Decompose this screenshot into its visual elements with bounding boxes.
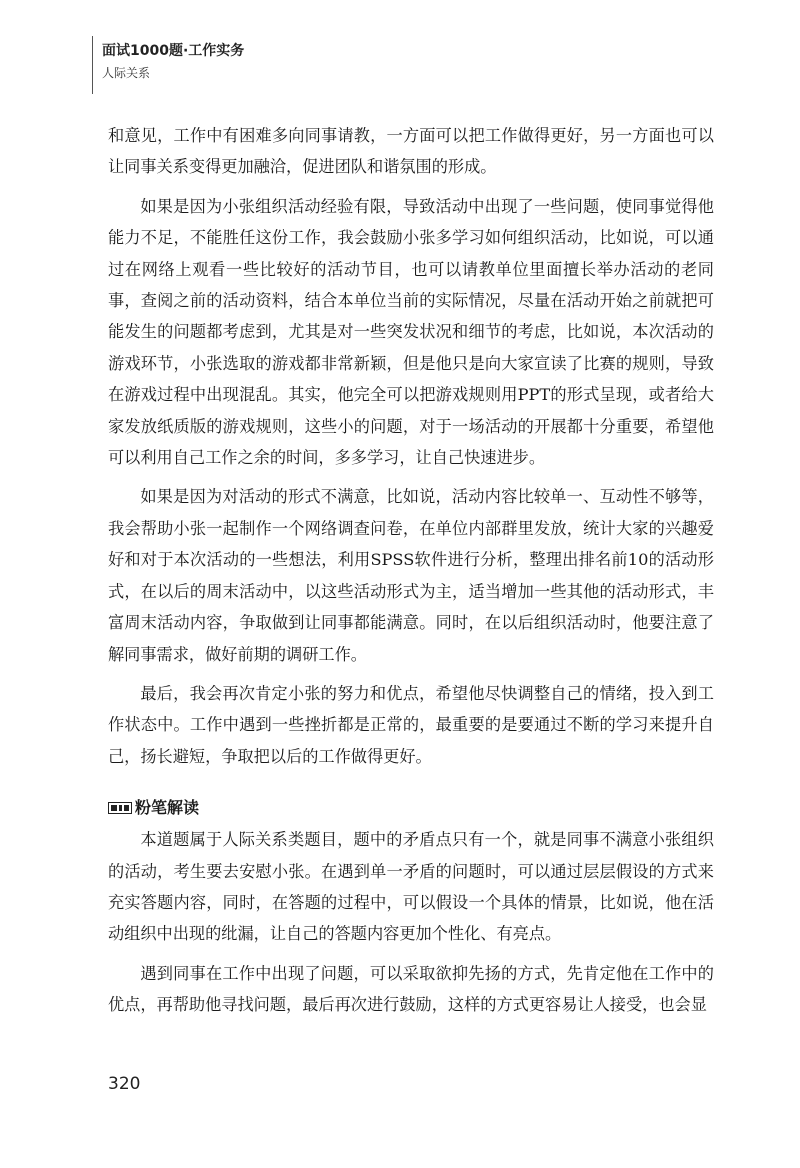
running-header-subtitle: 人际关系 [102, 66, 151, 80]
page-number: 320 [108, 1074, 141, 1094]
header-rule [92, 36, 93, 94]
body-paragraph: 最后，我会再次肯定小张的努力和优点，希望他尽快调整自己的情绪，投入到工作状态中。工作中遇到一些挫折都是正常的，最重要的是要通过不断的学习来提升自己，扬长避短，争取把以后的工作做得更好。 [108, 683, 714, 766]
section-heading [108, 794, 714, 822]
section-paragraph: 本道题属于人际关系类题目，题中的矛盾点只有一个，就是同事不满意小张组织的活动，考生要去安慰小张。在遇到单一矛盾的问题时，可以通过层层假设的方式来充实答题内容，同时，在答题的过程中，可以假设一个具体的情景，比如说，他在活动组织中出现的纰漏，让自己的答题内容更加个性化、有亮点。 [108, 830, 714, 944]
page-body [108, 120, 714, 1029]
section-title: 粉笔解读 [135, 798, 200, 818]
body-paragraph: 如果是因为对活动的形式不满意，比如说，活动内容比较单一、互动性不够等，我会帮助小张一起制作一个网络调查问卷，在单位内部群里发放，统计大家的兴趣爱好和对于本次活动的一些想法，利用SPSS软件进行分析，整理出排名前10的活动形式，在以后的周末活动中，以这些活动形式为主，适当增加一些其他的活动形式，丰富周末活动内容，争取做到让同事都能满意。同时，在以后组织活动时，他要注意了解同事需求，做好前期的调研工作。 [108, 487, 714, 664]
body-paragraph: 如果是因为小张组织活动经验有限，导致活动中出现了一些问题，使同事觉得他能力不足，不能胜任这份工作，我会鼓励小张多学习如何组织活动，比如说，可以通过在网络上观看一些比较好的活动节目，也可以请教单位里面擅长举办活动的老同事，查阅之前的活动资料，结合本单位当前的实际情况，尽量在活动开始之前就把可能发生的问题都考虑到，尤其是对一些突发状况和细节的考虑，比如说，本次活动的游戏环节，小张选取的游戏都非常新颖，但是他只是向大家宣读了比赛的规则，导致在游戏过程中出现混乱。其实，他完全可以把游戏规则用PPT的形式呈现，或者给大家发放纸质版的游戏规则，这些小的问题，对于一场活动的开展都十分重要，希望他可以利用自己工作之余的时间，多多学习，让自己快速进步。 [108, 196, 714, 468]
running-header-title: 面试1000题·工作实务 [102, 43, 245, 59]
section-marker-icon [108, 802, 132, 814]
section-paragraph: 遇到同事在工作中出现了问题，可以采取欲抑先扬的方式，先肯定他在工作中的优点，再帮助他寻找问题，最后再次进行鼓励，这样的方式更容易让人接受，也会显 [108, 963, 714, 1015]
body-paragraph: 和意见，工作中有困难多向同事请教，一方面可以把工作做得更好，另一方面也可以让同事关系变得更加融洽，促进团队和谐氛围的形成。 [108, 126, 714, 177]
